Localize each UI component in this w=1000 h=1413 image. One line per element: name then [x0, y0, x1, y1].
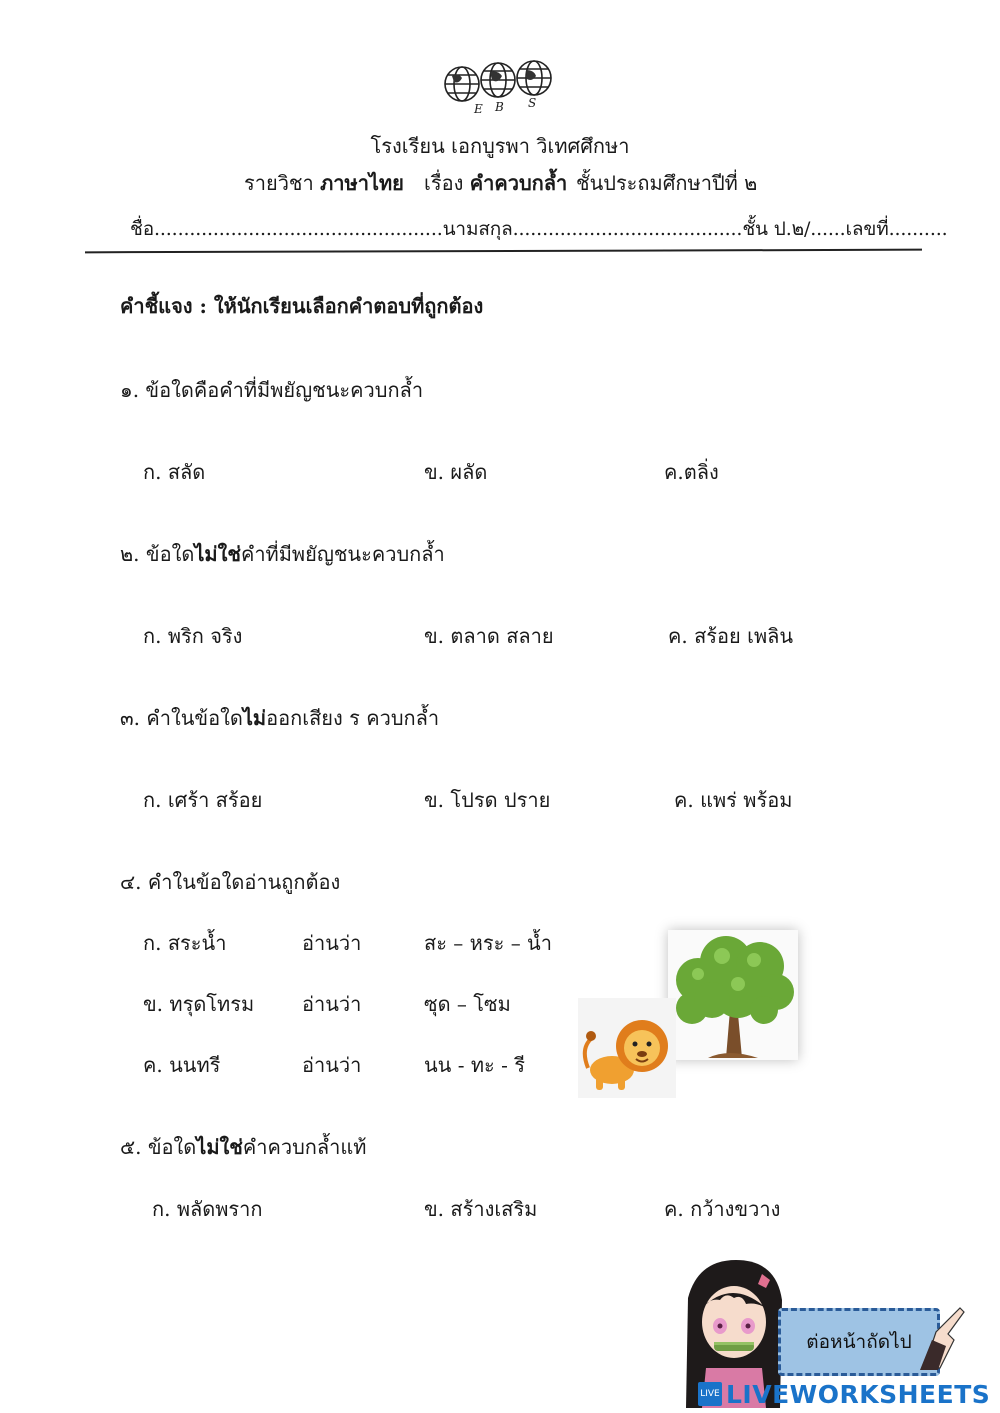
topic-line: เรื่อง คำควบกล้ำ: [424, 171, 568, 195]
q4-choice-c-word[interactable]: ค. นนทรี: [143, 1053, 221, 1077]
next-page-button[interactable]: ต่อหน้าถัดไป: [778, 1308, 940, 1376]
q3-choice-c[interactable]: ค. แพร่ พร้อม: [674, 788, 793, 812]
instruction: คำชี้แจง : ให้นักเรียนเลือกคำตอบที่ถูกต้อง: [120, 294, 484, 318]
question-3: ๓. คำในข้อใดไม่ออกเสียง ร ควบกล้ำ: [120, 706, 440, 730]
q1-choice-a[interactable]: ก. สลัด: [143, 460, 206, 484]
school-logo: [440, 58, 558, 114]
tree-picture: [668, 930, 798, 1060]
q3-choice-b[interactable]: ข. โปรด ปราย: [424, 788, 551, 812]
q4-choice-a-word[interactable]: ก. สระน้ำ: [143, 931, 227, 955]
q2-choice-c[interactable]: ค. สร้อย เพลิน: [668, 624, 794, 648]
q2-choice-b[interactable]: ข. ตลาด สลาย: [424, 624, 554, 648]
q1-choice-b[interactable]: ข. ผลัด: [424, 460, 488, 484]
lion-picture: [578, 998, 676, 1098]
topic-name: คำควบกล้ำ: [469, 171, 568, 195]
q5-choice-a[interactable]: ก. พลัดพราก: [152, 1197, 263, 1221]
question-4: ๔. คำในข้อใดอ่านถูกต้อง: [120, 870, 341, 894]
student-info-line: ชื่อ.................................................นามสกุล.......................................ชั้น ป.๒/......เลขที่..........: [130, 218, 948, 240]
hand-icon: [920, 1300, 970, 1370]
watermark-text: LIVEWORKSHEETS: [726, 1379, 991, 1409]
tree-icon: [668, 930, 798, 1060]
logo-letter-b: B: [495, 100, 504, 114]
q3-choice-a[interactable]: ก. เศร้า สร้อย: [143, 788, 263, 812]
subject-name: ภาษาไทย: [320, 171, 404, 195]
header-divider: [85, 249, 922, 254]
school-name: โรงเรียน เอกบูรพา วิเทศศึกษา: [370, 134, 630, 158]
q4-choice-c-syllables: นน - ทะ - รี: [424, 1053, 525, 1077]
q4-choice-b-syllables: ซุด – โซม: [424, 992, 511, 1016]
grade-level: ชั้นประถมศึกษาปีที่ ๒: [576, 171, 758, 195]
pointing-hand: [920, 1300, 970, 1370]
q4-choice-b-reads: อ่านว่า: [302, 992, 362, 1016]
logo-letter-e: E: [474, 102, 483, 116]
question-2: ๒. ข้อใดไม่ใช่คำที่มีพยัญชนะควบกล้ำ: [120, 542, 445, 566]
q4-choice-b-word[interactable]: ข. ทรุดโทรม: [143, 992, 255, 1016]
liveworksheets-logo-icon: LIVE: [698, 1382, 722, 1406]
q2-choice-a[interactable]: ก. พริก จริง: [143, 624, 243, 648]
q5-choice-c[interactable]: ค. กว้างขวาง: [664, 1197, 781, 1221]
logo-letter-s: S: [528, 96, 537, 110]
subject-line: รายวิชา ภาษาไทย: [244, 171, 404, 195]
q5-choice-b[interactable]: ข. สร้างเสริม: [424, 1197, 538, 1221]
q4-choice-c-reads: อ่านว่า: [302, 1053, 362, 1077]
liveworksheets-watermark: [698, 1380, 990, 1408]
question-5: ๕. ข้อใดไม่ใช่คำควบกล้ำแท้: [120, 1135, 367, 1159]
q4-choice-a-syllables: สะ – หระ – น้ำ: [424, 931, 552, 955]
lion-icon: [578, 998, 676, 1098]
question-1: ๑. ข้อใดคือคำที่มีพยัญชนะควบกล้ำ: [120, 378, 424, 402]
q1-choice-c[interactable]: ค.ตลิ่ง: [664, 460, 719, 484]
q4-choice-a-reads: อ่านว่า: [302, 931, 362, 955]
